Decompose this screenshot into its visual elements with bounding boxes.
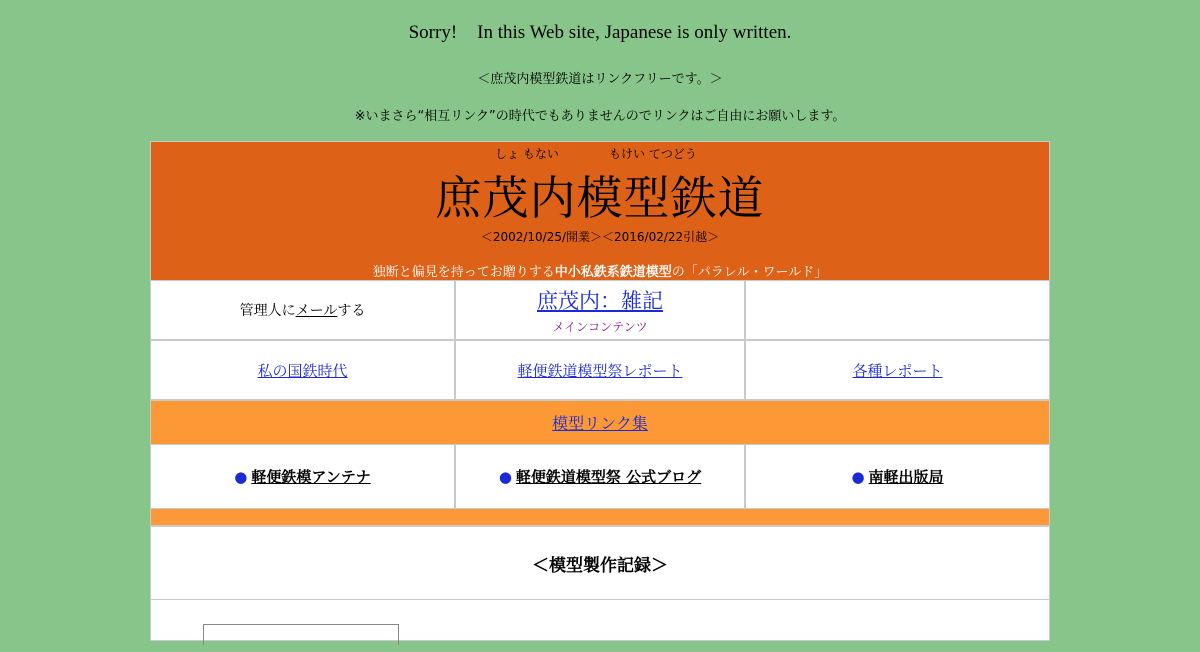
nankei-link[interactable]: 南軽出版局 (868, 468, 944, 486)
site-header (151, 142, 1049, 280)
site-tagline (151, 261, 1049, 280)
english-notice (0, 22, 1200, 48)
keiben-report-link[interactable]: 軽便鉄道模型祭レポート (517, 361, 683, 380)
tagline-bold: 中小私鉄系鉄道模型 (554, 265, 672, 280)
blog-cell (456, 445, 744, 508)
mutual-link-note: ※いまさら“相互リンク”の時代でもありませんのでリンクはご自由にお願いします。 (354, 109, 846, 124)
various-report-link[interactable]: 各種レポート (852, 361, 943, 380)
antenna-link[interactable]: 軽便鉄模アンテナ (251, 468, 371, 486)
antenna-cell (151, 445, 454, 508)
mail-cell (151, 281, 454, 339)
model-links-link[interactable]: 模型リンク集 (552, 414, 648, 433)
nankei-cell (746, 445, 1049, 508)
site-dates: ＜2002/10/25/開業＞＜2016/02/22引越＞ (480, 230, 720, 244)
zakki-subtitle: メインコンテンツ (552, 320, 648, 334)
records-content (151, 600, 1049, 640)
orange-divider (151, 509, 1049, 525)
mail-post: する (337, 303, 366, 319)
kokutetsu-cell (151, 341, 454, 399)
various-report-cell (746, 341, 1049, 399)
mail-line (240, 300, 366, 320)
records-title: ＜模型製作記録＞ (532, 555, 668, 576)
blog-item (499, 466, 701, 487)
mail-pre: 管理人に (239, 303, 296, 319)
mail-link[interactable]: メール (295, 303, 338, 319)
english-only-text: In this Web site, Japanese is only written. (477, 22, 792, 43)
zakki-link[interactable]: 庶茂内：雑記 (537, 289, 663, 313)
blog-link[interactable]: 軽便鉄道模型祭 公式ブログ (515, 468, 702, 486)
tagline-post: の「パラレル・ワールド」 (671, 265, 828, 280)
title-ruby-2: もけい てつどう (609, 147, 697, 161)
title-ruby-1: しょ もない (495, 147, 559, 161)
bullet-icon: ● (498, 468, 512, 486)
bullet-icon: ● (851, 468, 865, 486)
sorry-text: Sorry! (408, 22, 458, 43)
site-title: 庶茂内模型鉄道 (435, 171, 765, 225)
keiben-report-cell (456, 341, 744, 399)
kokutetsu-link[interactable]: 私の国鉄時代 (257, 361, 348, 380)
tagline-pre: 独断と偏見を持ってお贈りする (372, 265, 555, 280)
nankei-item (851, 466, 943, 487)
bullet-icon: ● (234, 468, 248, 486)
antenna-item (234, 466, 371, 487)
model-thumbnail[interactable] (203, 624, 399, 645)
zakki-cell (456, 281, 744, 339)
link-free-note: ＜庶茂内模型鉄道はリンクフリーです。＞ (477, 72, 723, 87)
model-links-header (151, 401, 1049, 444)
records-header (151, 527, 1049, 599)
empty-cell (746, 281, 1049, 339)
